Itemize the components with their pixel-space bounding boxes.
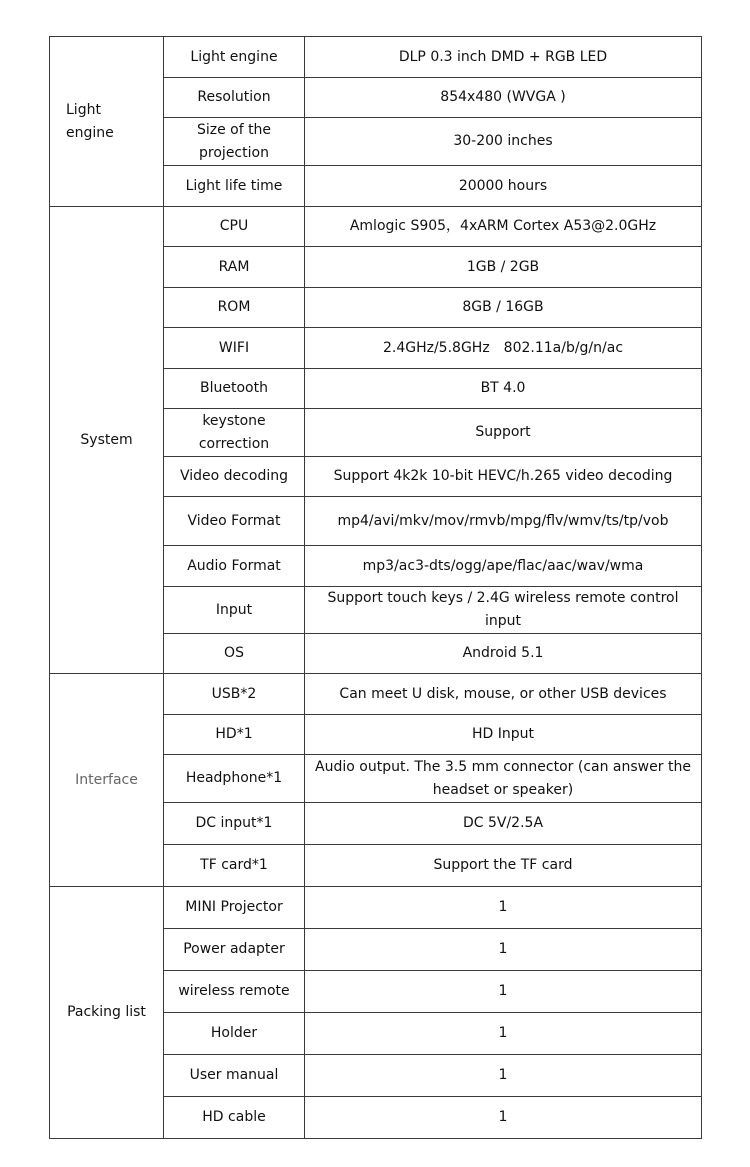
spec-value: 20000 hours [305, 166, 702, 207]
spec-value: 2.4GHz/5.8GHz 802.11a/b/g/n/ac [305, 328, 702, 369]
spec-label: OS [164, 634, 305, 674]
spec-label: MINI Projector [164, 887, 305, 929]
spec-value: 854x480 (WVGA ) [305, 78, 702, 118]
spec-value: Support 4k2k 10-bit HEVC/h.265 video decoding [305, 457, 702, 497]
spec-value: 1 [305, 887, 702, 929]
spec-label: Headphone*1 [164, 755, 305, 803]
table-row [50, 674, 702, 715]
spec-label: Video Format [164, 497, 305, 546]
section-title-light-engine: Light engine [50, 37, 164, 207]
spec-label: ROM [164, 288, 305, 328]
spec-value: mp3/ac3-dts/ogg/ape/flac/aac/wav/wma [305, 546, 702, 587]
section-title-system: System [50, 207, 164, 674]
section-title-packing-list: Packing list [50, 887, 164, 1139]
spec-value: 1 [305, 929, 702, 971]
section-title-interface: Interface [50, 674, 164, 887]
spec-label: CPU [164, 207, 305, 247]
spec-value: 1GB / 2GB [305, 247, 702, 288]
spec-value: Amlogic S905，4xARM Cortex A53@2.0GHz [305, 207, 702, 247]
spec-value: BT 4.0 [305, 369, 702, 409]
spec-value: Audio output. The 3.5 mm connector (can answer the headset or speaker) [305, 755, 702, 803]
spec-value: Support [305, 409, 702, 457]
spec-label: Video decoding [164, 457, 305, 497]
spec-value: 1 [305, 971, 702, 1013]
spec-value: Support the TF card [305, 845, 702, 887]
spec-label: Light engine [164, 37, 305, 78]
spec-value: HD Input [305, 715, 702, 755]
spec-label: Light life time [164, 166, 305, 207]
table-row [50, 887, 702, 929]
spec-label: Holder [164, 1013, 305, 1055]
spec-value: 1 [305, 1097, 702, 1139]
spec-value: DLP 0.3 inch DMD + RGB LED [305, 37, 702, 78]
spec-label: wireless remote [164, 971, 305, 1013]
spec-value: 30-200 inches [305, 118, 702, 166]
spec-label: keystone correction [164, 409, 305, 457]
spec-value: 8GB / 16GB [305, 288, 702, 328]
spec-value: mp4/avi/mkv/mov/rmvb/mpg/flv/wmv/ts/tp/vob [305, 497, 702, 546]
spec-label: Resolution [164, 78, 305, 118]
spec-label: DC input*1 [164, 803, 305, 845]
spec-label: Power adapter [164, 929, 305, 971]
spec-label: USB*2 [164, 674, 305, 715]
spec-label: HD*1 [164, 715, 305, 755]
spec-value: 1 [305, 1055, 702, 1097]
spec-value: DC 5V/2.5A [305, 803, 702, 845]
spec-label: TF card*1 [164, 845, 305, 887]
spec-label: RAM [164, 247, 305, 288]
spec-label: Bluetooth [164, 369, 305, 409]
spec-label: WIFI [164, 328, 305, 369]
spec-value: 1 [305, 1013, 702, 1055]
spec-label: HD cable [164, 1097, 305, 1139]
spec-value: Can meet U disk, mouse, or other USB devices [305, 674, 702, 715]
spec-table [49, 36, 702, 1139]
spec-value: Support touch keys / 2.4G wireless remote control input [305, 587, 702, 634]
table-row [50, 207, 702, 247]
spec-label: Input [164, 587, 305, 634]
spec-value: Android 5.1 [305, 634, 702, 674]
spec-label: Size of the projection [164, 118, 305, 166]
spec-label: User manual [164, 1055, 305, 1097]
spec-label: Audio Format [164, 546, 305, 587]
table-row [50, 37, 702, 78]
